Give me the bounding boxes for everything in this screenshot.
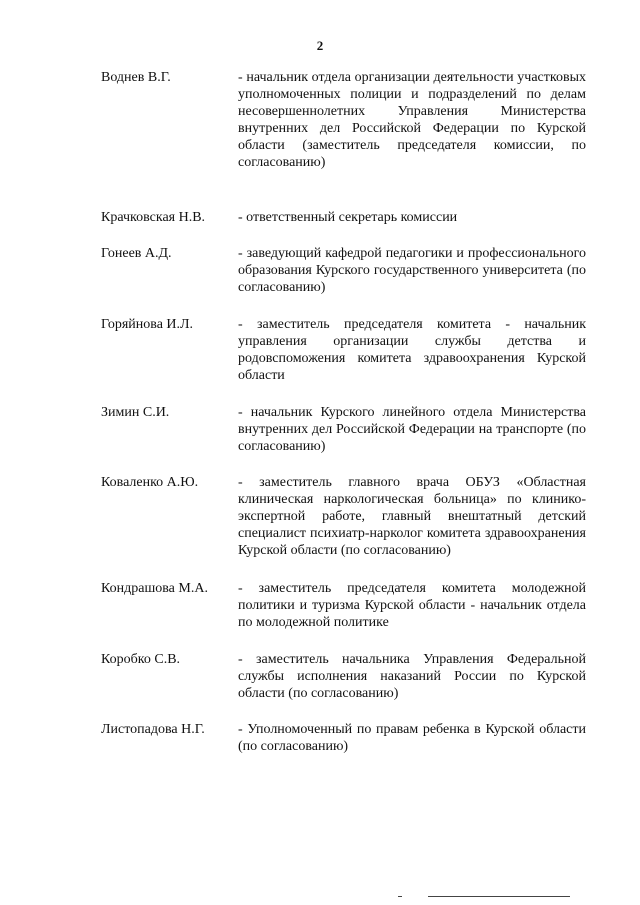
- member-role: - начальник отдела организации деятельности участковых уполномоченных полиции и подразделений по делам несовершеннолетних Управления Министерства внутренних дел Российской Федерации по Курской области (заместитель председателя комиссии, по согласованию): [238, 70, 586, 170]
- member-name: Гонеев А.Д.: [101, 246, 172, 261]
- member-role: - заместитель начальника Управления Федеральной службы исполнения наказаний России по Курской области (по согласованию): [238, 652, 586, 701]
- member-name: Зимин С.И.: [101, 405, 170, 420]
- member-role: - заместитель председателя комитета - начальник управления организации службы детства и родовспоможения комитета здравоохранения Курской области: [238, 317, 586, 383]
- member-name: Коваленко А.Ю.: [101, 475, 199, 490]
- member-name: Крачковская Н.В.: [101, 210, 206, 225]
- member-role: - заведующий кафедрой педагогики и профессионального образования Курского государственного университета (по согласованию): [238, 246, 586, 295]
- page-number: 2: [316, 38, 324, 53]
- member-name: Воднев В.Г.: [101, 70, 171, 85]
- member-role: - заместитель главного врача ОБУЗ «Областная клиническая наркологическая больница» по клинико-экспертной работе, главный внештатный детский специалист психиатр-нарколог комитета здравоохранения Курской области (по согласованию): [238, 475, 586, 558]
- member-role: - Уполномоченный по правам ребенка в Курской области (по согласованию): [238, 722, 586, 754]
- scan-artifact-line: [428, 896, 570, 897]
- member-role: - заместитель председателя комитета молодежной политики и туризма Курской области - начальник отдела по молодежной политике: [238, 581, 586, 630]
- member-role: - начальник Курского линейного отдела Министерства внутренних дел Российской Федерации на транспорте (по согласованию): [238, 405, 586, 454]
- member-name: Кондрашова М.А.: [101, 581, 208, 596]
- member-role: - ответственный секретарь комиссии: [238, 210, 458, 225]
- member-name: Коробко С.В.: [101, 652, 181, 667]
- member-name: Листопадова Н.Г.: [101, 722, 205, 737]
- member-name: Горяйнова И.Л.: [101, 317, 194, 332]
- scan-artifact-mark: [398, 896, 402, 897]
